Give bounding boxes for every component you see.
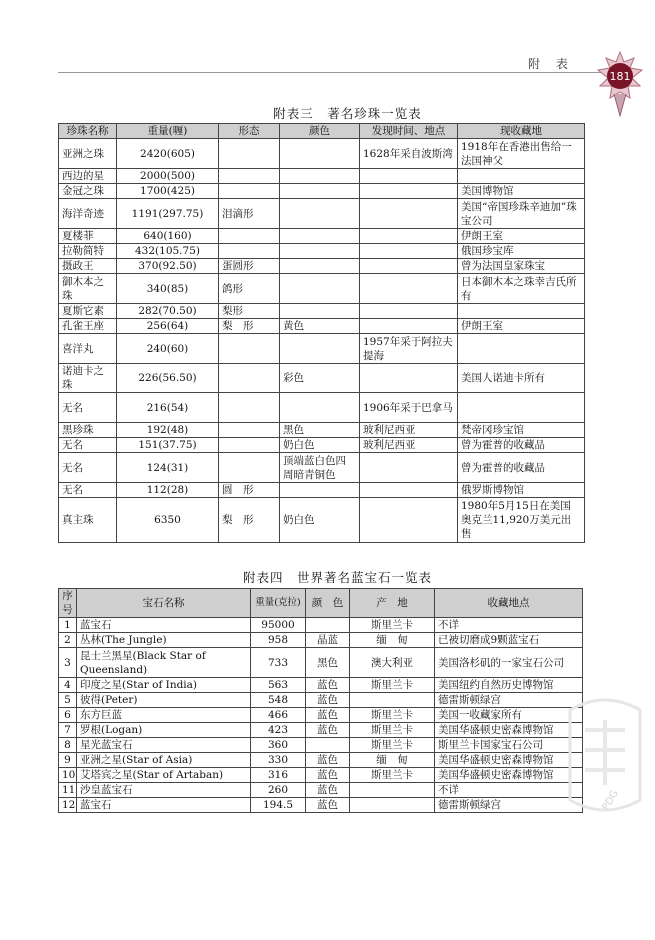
table3-cell: 曾为法国皇家珠宝 (458, 259, 585, 274)
table4-cell: 8 (59, 738, 77, 753)
table3-cell: 曾为霍普的收藏品 (458, 453, 585, 483)
table3-header-cell: 现收藏地 (458, 124, 585, 139)
table3-cell (280, 184, 360, 199)
table3-header-cell: 重量(喱) (117, 124, 219, 139)
table4-cell: 2 (59, 633, 77, 648)
table3-cell (360, 244, 458, 259)
table3-cell: 俄国珍宝库 (458, 244, 585, 259)
table3-cell: 梨 形 (219, 498, 280, 543)
table4-cell: 德雷斯顿绿宫 (435, 798, 583, 813)
table3-cell (280, 244, 360, 259)
table3-row (59, 244, 585, 259)
table4-cell (306, 618, 350, 633)
table3-cell: 曾为霍普的收藏品 (458, 438, 585, 453)
table3-cell (219, 184, 280, 199)
table3-cell (219, 169, 280, 184)
table4-cell: 9 (59, 753, 77, 768)
table3-cell: 玻利尼西亚 (360, 438, 458, 453)
table3-cell: 1700(425) (117, 184, 219, 199)
table3-cell (219, 139, 280, 169)
table4-cell: 423 (251, 723, 306, 738)
table3-cell: 无名 (59, 453, 117, 483)
table4-cell: 晶蓝 (306, 633, 350, 648)
table3-cell: 2420(605) (117, 139, 219, 169)
table3-cell: 240(60) (117, 334, 219, 364)
table3-cell: 诺迪卡之珠 (59, 364, 117, 393)
table3-cell: 亚洲之珠 (59, 139, 117, 169)
table4-cell: 260 (251, 783, 306, 798)
table3-cell (219, 229, 280, 244)
table3-row (59, 423, 585, 438)
table4-row (59, 618, 583, 633)
table3-cell (360, 169, 458, 184)
table4-cell (350, 798, 435, 813)
table4-caption: 附表四 世界著名蓝宝石一览表 (242, 570, 432, 585)
table3-cell (219, 364, 280, 393)
table4-cell: 美国华盛顿史密森博物馆 (435, 768, 583, 783)
table4-cell: 95000 (251, 618, 306, 633)
table3-row (59, 498, 585, 543)
table3-row (59, 393, 585, 423)
table3-cell (280, 274, 360, 304)
table4-cell: 548 (251, 693, 306, 708)
table4-header-cell: 重量(克拉) (251, 589, 306, 618)
table4-row (59, 738, 583, 753)
table3-row (59, 184, 585, 199)
table3-header-cell: 颜色 (280, 124, 360, 139)
running-header: 附 表 (528, 57, 574, 71)
table3-row (59, 334, 585, 364)
table3-cell: 1980年5月15日在美国奥克兰11,920万美元出售 (458, 498, 585, 543)
table4-cell: 艾塔宾之星(Star of Artaban) (77, 768, 251, 783)
table4-cell: 印度之星(Star of India) (77, 678, 251, 693)
table4-cell: 缅 甸 (350, 753, 435, 768)
table4-cell: 5 (59, 693, 77, 708)
table3-cell (219, 438, 280, 453)
table4-cell: 7 (59, 723, 77, 738)
table3-cell (219, 453, 280, 483)
table3-row (59, 319, 585, 334)
table4-cell: 蓝宝石 (77, 798, 251, 813)
table3-cell: 2000(500) (117, 169, 219, 184)
table3-cell (360, 304, 458, 319)
table3-row (59, 304, 585, 319)
table4-cell: 11 (59, 783, 77, 798)
table4-cell: 斯里兰卡 (350, 768, 435, 783)
table4-cell: 不详 (435, 618, 583, 633)
table4-row (59, 723, 583, 738)
table4-cell: 蓝色 (306, 678, 350, 693)
table3-cell: 泪滴形 (219, 199, 280, 229)
table3-cell (360, 199, 458, 229)
table3-cell: 黑珍珠 (59, 423, 117, 438)
table3-cell: 226(56.50) (117, 364, 219, 393)
table4-cell: 蓝色 (306, 768, 350, 783)
table3-cell: 孔雀王座 (59, 319, 117, 334)
table3-cell: 御木本之珠 (59, 274, 117, 304)
table3-cell: 蛋圆形 (219, 259, 280, 274)
table3-header-cell: 发现时间、地点 (360, 124, 458, 139)
table4-header-cell: 产 地 (350, 589, 435, 618)
table3-cell: 1918年在香港出售给一法国神父 (458, 139, 585, 169)
table3-header-cell: 珍珠名称 (59, 124, 117, 139)
table3-row (59, 139, 585, 169)
table3-cell: 奶白色 (280, 498, 360, 543)
table3-cell: 340(85) (117, 274, 219, 304)
table3-cell: 151(37.75) (117, 438, 219, 453)
table3-cell: 282(70.50) (117, 304, 219, 319)
table4-cell: 缅 甸 (350, 633, 435, 648)
table3-cell: 奶白色 (280, 438, 360, 453)
table4-cell: 蓝色 (306, 753, 350, 768)
table3-cell: 摄政王 (59, 259, 117, 274)
table4-cell: 昆士兰黑星(Black Star of Queensland) (77, 648, 251, 678)
table4-cell: 斯里兰卡 (350, 678, 435, 693)
table3-cell: 美国博物馆 (458, 184, 585, 199)
table3-row (59, 274, 585, 304)
table4-cell: 733 (251, 648, 306, 678)
table3-cell: 梨形 (219, 304, 280, 319)
table3-cell (360, 259, 458, 274)
table3-row (59, 229, 585, 244)
table4-cell: 美国纽约自然历史博物馆 (435, 678, 583, 693)
table4-cell: 已被切磨成9颗蓝宝石 (435, 633, 583, 648)
table4-cell: 斯里兰卡 (350, 723, 435, 738)
table4-header-cell: 宝石名称 (77, 589, 251, 618)
table3-cell: 金冠之珠 (59, 184, 117, 199)
table4-cell: 黑色 (306, 648, 350, 678)
table3-cell: 拉勒简特 (59, 244, 117, 259)
table4-cell: 12 (59, 798, 77, 813)
table4-row (59, 708, 583, 723)
table3-cell: 鸽形 (219, 274, 280, 304)
table3-cell: 216(54) (117, 393, 219, 423)
table4-cell: 蓝色 (306, 723, 350, 738)
table4-row (59, 753, 583, 768)
watermark-text: PDG (600, 788, 621, 813)
table3-cell: 640(160) (117, 229, 219, 244)
table3-cell: 无名 (59, 483, 117, 498)
table3-cell: 玻利尼西亚 (360, 423, 458, 438)
table3-cell (219, 393, 280, 423)
table3-row (59, 199, 585, 229)
table3-cell: 顶端蓝白色四周暗青铜色 (280, 453, 360, 483)
sapphire-table (58, 588, 583, 813)
table3-cell (280, 139, 360, 169)
table4-cell: 斯里兰卡 (350, 738, 435, 753)
table3-cell: 112(28) (117, 483, 219, 498)
table4-cell: 10 (59, 768, 77, 783)
table3-cell (360, 498, 458, 543)
table3-cell (360, 319, 458, 334)
pearl-table (58, 123, 585, 543)
table3-cell: 1906年采于巴拿马 (360, 393, 458, 423)
table4-cell: 6 (59, 708, 77, 723)
table4-cell: 斯里兰卡国家宝石公司 (435, 738, 583, 753)
table4-cell: 美国华盛顿史密森博物馆 (435, 753, 583, 768)
table3-cell: 夏楼菲 (59, 229, 117, 244)
table4-cell: 星光蓝宝石 (77, 738, 251, 753)
table3-cell (360, 453, 458, 483)
table4-cell: 蓝宝石 (77, 618, 251, 633)
table3-cell (458, 393, 585, 423)
table4-cell (350, 693, 435, 708)
table3-cell: 喜洋丸 (59, 334, 117, 364)
table4-cell: 466 (251, 708, 306, 723)
table3-cell: 432(105.75) (117, 244, 219, 259)
table4-row (59, 768, 583, 783)
table4-row (59, 783, 583, 798)
table4-cell (306, 738, 350, 753)
table4-cell: 360 (251, 738, 306, 753)
table3-cell: 美国人诺迪卡所有 (458, 364, 585, 393)
table4-cell: 330 (251, 753, 306, 768)
table3-cell: 梵帝冈珍宝馆 (458, 423, 585, 438)
table3-caption: 附表三 著名珍珠一览表 (273, 106, 422, 121)
table4-cell: 563 (251, 678, 306, 693)
table3-cell (280, 229, 360, 244)
table3-cell (360, 364, 458, 393)
table3-cell: 日本御木本之珠幸吉氏所有 (458, 274, 585, 304)
table4-cell: 316 (251, 768, 306, 783)
table3-cell: 192(48) (117, 423, 219, 438)
table3-cell: 370(92.50) (117, 259, 219, 274)
table4-cell: 彼得(Peter) (77, 693, 251, 708)
table3-cell: 1628年采自波斯湾 (360, 139, 458, 169)
table3-cell: 伊朗王室 (458, 319, 585, 334)
table3-row (59, 453, 585, 483)
table3-cell (360, 184, 458, 199)
table3-cell (360, 274, 458, 304)
table3-cell: 1957年采于阿拉夫提海 (360, 334, 458, 364)
table3-row (59, 364, 585, 393)
table3-cell (280, 393, 360, 423)
table4-cell: 3 (59, 648, 77, 678)
table4-cell: 美国洛杉矶的一家宝石公司 (435, 648, 583, 678)
table3-cell: 梨 形 (219, 319, 280, 334)
table3-cell: 海洋奇迹 (59, 199, 117, 229)
table3-cell: 彩色 (280, 364, 360, 393)
table3-cell (458, 304, 585, 319)
table4-row (59, 798, 583, 813)
table4-cell: 澳大利亚 (350, 648, 435, 678)
table3-cell (219, 334, 280, 364)
header-rule (58, 72, 603, 73)
table3-row (59, 438, 585, 453)
table4-cell: 东方巨蓝 (77, 708, 251, 723)
table4-header-cell: 序号 (59, 589, 77, 618)
table3-cell: 黄色 (280, 319, 360, 334)
table4-header-cell: 颜 色 (306, 589, 350, 618)
table4-cell: 蓝色 (306, 693, 350, 708)
table3-cell: 124(31) (117, 453, 219, 483)
table3-cell (219, 244, 280, 259)
table4-cell: 丛林(The Jungle) (77, 633, 251, 648)
table3-cell (280, 199, 360, 229)
table4-row (59, 693, 583, 708)
table3-cell: 俄罗斯博物馆 (458, 483, 585, 498)
table3-cell: 256(64) (117, 319, 219, 334)
table4-cell (350, 783, 435, 798)
page-number: 181 (609, 70, 631, 83)
table3-cell (360, 483, 458, 498)
table4-cell: 194.5 (251, 798, 306, 813)
table3-cell: 真主珠 (59, 498, 117, 543)
table4-cell: 德雷斯顿绿宫 (435, 693, 583, 708)
table4-cell: 美国华盛顿史密森博物馆 (435, 723, 583, 738)
table3-header-cell: 形态 (219, 124, 280, 139)
table4-cell: 斯里兰卡 (350, 708, 435, 723)
table4-cell: 不详 (435, 783, 583, 798)
table3-cell (280, 169, 360, 184)
table4-cell: 1 (59, 618, 77, 633)
table3-cell: 圆 形 (219, 483, 280, 498)
table3-cell (280, 483, 360, 498)
table3-cell (458, 334, 585, 364)
table4-cell: 亚洲之星(Star of Asia) (77, 753, 251, 768)
table4-cell: 沙皇蓝宝石 (77, 783, 251, 798)
table4-cell: 罗根(Logan) (77, 723, 251, 738)
table3-cell (280, 304, 360, 319)
table3-cell: 美国“帝国珍珠辛迪加”珠宝公司 (458, 199, 585, 229)
table4-cell: 斯里兰卡 (350, 618, 435, 633)
table3-cell: 西边的星 (59, 169, 117, 184)
table3-cell: 伊朗王室 (458, 229, 585, 244)
table3-row (59, 169, 585, 184)
table3-cell: 黑色 (280, 423, 360, 438)
table3-cell: 无名 (59, 393, 117, 423)
table3-cell (458, 169, 585, 184)
table4-row (59, 648, 583, 678)
table3-row (59, 259, 585, 274)
table4-cell: 4 (59, 678, 77, 693)
table3-cell (360, 229, 458, 244)
table4-cell: 蓝色 (306, 798, 350, 813)
table3-cell: 6350 (117, 498, 219, 543)
table4-cell: 美国一收藏家所有 (435, 708, 583, 723)
table4-cell: 蓝色 (306, 708, 350, 723)
table3-cell (280, 334, 360, 364)
table4-cell: 蓝色 (306, 783, 350, 798)
table3-row (59, 483, 585, 498)
table3-cell: 无名 (59, 438, 117, 453)
table3-cell (280, 259, 360, 274)
table3-cell: 夏斯它素 (59, 304, 117, 319)
table3-cell: 1191(297.75) (117, 199, 219, 229)
table4-cell: 958 (251, 633, 306, 648)
table3-cell (219, 423, 280, 438)
table4-header-cell: 收藏地点 (435, 589, 583, 618)
table4-row (59, 678, 583, 693)
table4-row (59, 633, 583, 648)
